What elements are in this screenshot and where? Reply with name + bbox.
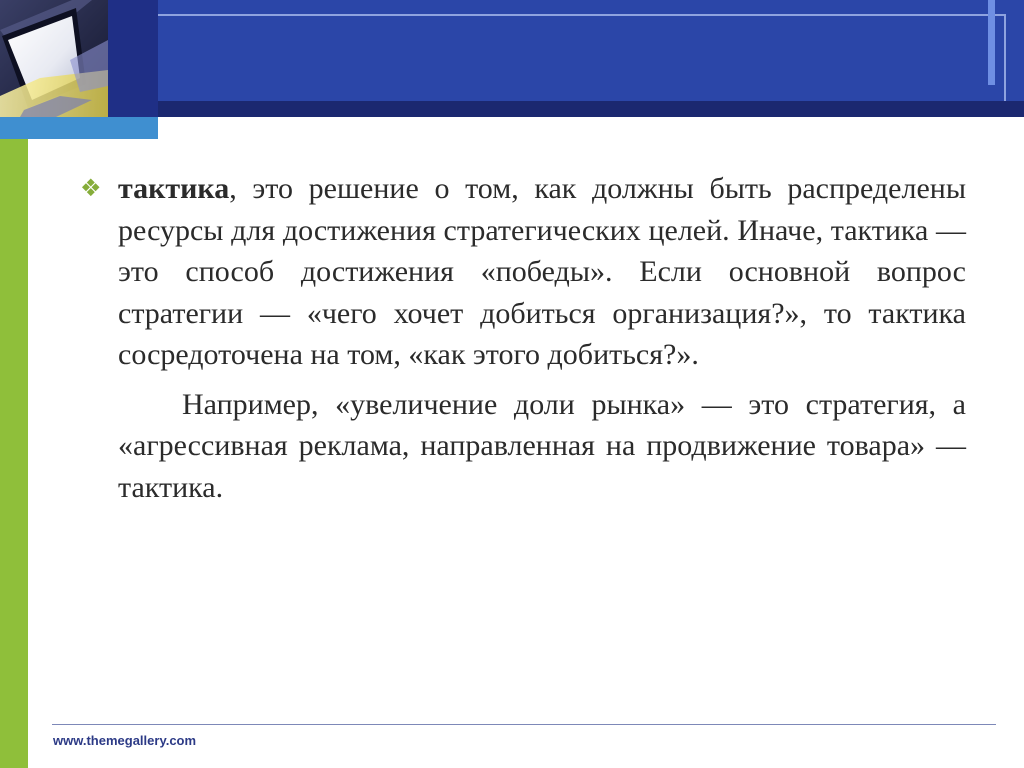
header-divider-top [158, 14, 1006, 16]
footer-divider [52, 724, 996, 725]
bullet-term: тактика [118, 172, 230, 205]
green-side-strip [0, 139, 28, 768]
footer-url: www.themegallery.com [53, 733, 197, 748]
slide-content [80, 168, 966, 508]
header-accent-bar [988, 0, 995, 85]
bullet-paragraph [118, 168, 966, 376]
monitor-illustration [0, 0, 108, 117]
header-divider-vertical [1004, 14, 1006, 101]
header-bottom-band [158, 101, 1024, 117]
header-corner-block [108, 0, 158, 117]
bullet-text: , это решение о том, как должны быть распределены ресурсы для достижения стратегических целей. Иначе, тактика — это способ достижения «победы». Если основной вопрос стратегии — «чего хочет добиться организация?», то тактика сосредоточена на том, «как этого добиться?». [118, 172, 966, 371]
diamond-cluster-bullet-icon: ❖ [80, 174, 102, 202]
cyan-accent-strip [0, 117, 158, 139]
example-paragraph: Например, «увеличение доли рынка» — это стратегия, а «агрессивная реклама, направленная на продвижение товара» — тактика. [118, 387, 966, 504]
